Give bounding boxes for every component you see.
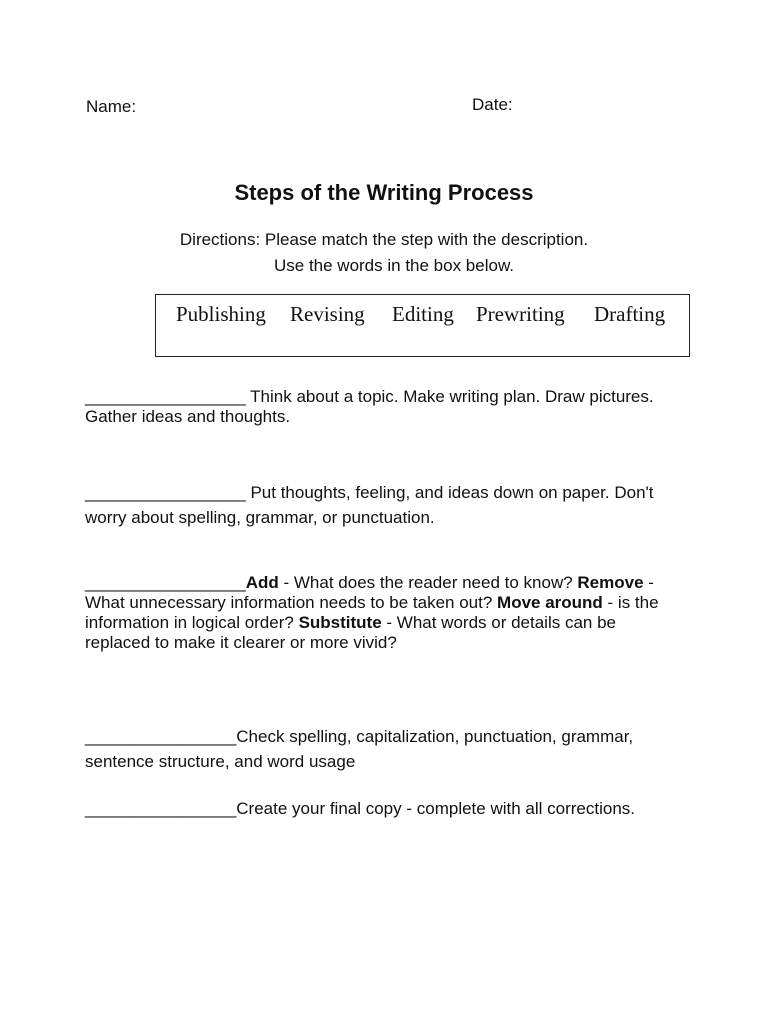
page-title: Steps of the Writing Process [234,180,534,205]
remove-term: Remove [577,573,644,592]
directions-line-1: Directions: Please match the step with the description. [179,230,589,249]
directions-line-2: Use the words in the box below. [273,256,515,275]
answer-blank[interactable]: _________________ [85,387,246,406]
item-text: - What words or details can be replaced to make it clearer or more vivid? [85,613,616,652]
move-around-term: Move around [497,593,603,612]
word-bank-item: Revising [290,302,365,326]
matching-item-prewriting [85,387,685,427]
item-text: - What unnecessary information needs to be taken out? [85,573,654,612]
answer-blank[interactable]: _________________ [85,573,246,592]
item-text: Put thoughts, feeling, and ideas down on paper. Don't [245,483,654,502]
add-term: Add [245,573,279,592]
date-label: Date: [472,95,513,114]
answer-blank[interactable]: ________________ [85,727,237,746]
matching-item-editing [85,724,685,774]
matching-item-publishing [85,799,685,819]
item-text: Check spelling, capitalization, punctuation, grammar, [236,727,634,746]
word-bank-item: Publishing [176,302,266,326]
item-text: Think about a topic. Make writing plan. Draw pictures. [245,387,654,406]
item-text: - is the information in logical order? [85,593,659,632]
word-bank-item: Prewriting [476,302,565,326]
substitute-term: Substitute [298,613,382,632]
item-text: - What does the reader need to know? [278,573,578,592]
name-label: Name: [86,97,137,116]
item-text: Create your final copy - complete with all corrections. [236,799,636,818]
answer-blank[interactable]: ________________ [85,799,237,818]
word-bank-box [155,294,690,357]
word-bank-item: Drafting [594,302,666,326]
word-bank-item: Editing [392,302,454,326]
item-text: worry about spelling, grammar, or punctuation. [85,508,435,527]
matching-item-revising [85,573,685,653]
item-text: Gather ideas and thoughts. [85,407,291,426]
item-text: sentence structure, and word usage [85,752,356,771]
matching-item-drafting [85,480,685,530]
answer-blank[interactable]: _________________ [85,483,246,502]
